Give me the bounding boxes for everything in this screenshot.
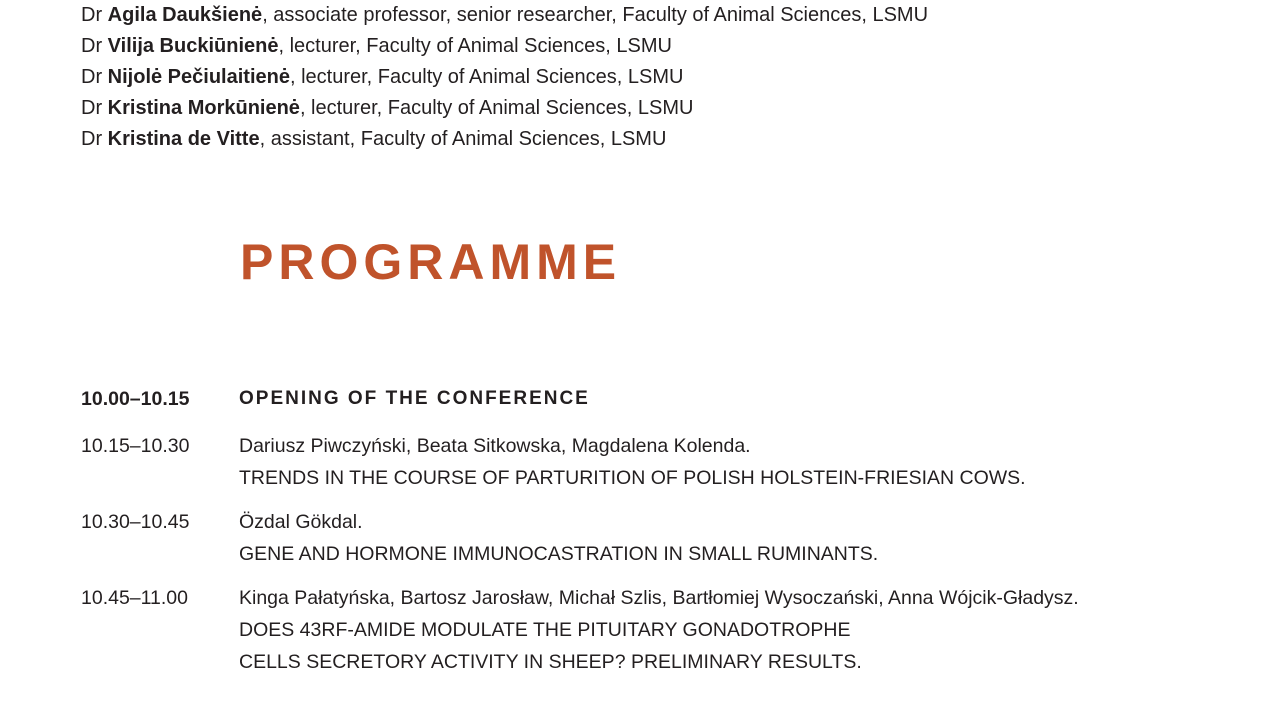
- talk-title: TRENDS IN THE COURSE OF PARTURITION OF POLISH HOLSTEIN-FRIESIAN COWS.: [239, 467, 1026, 489]
- schedule-row: [81, 430, 1241, 494]
- session-time: 10.45–11.00: [81, 587, 188, 609]
- member-name: Vilija Buckiūnienė: [107, 35, 279, 57]
- member-role: , lecturer, Faculty of Animal Sciences, LSMU: [299, 97, 694, 119]
- session-title: OPENING OF THE CONFERENCE: [239, 388, 590, 409]
- committee-list: [81, 0, 928, 155]
- member-role: , lecturer, Faculty of Animal Sciences, LSMU: [289, 66, 684, 88]
- session-time: 10.15–10.30: [81, 435, 190, 457]
- programme-schedule: [81, 384, 1241, 690]
- talk-authors: Özdal Gökdal.: [239, 511, 363, 533]
- committee-member: [81, 0, 928, 31]
- member-role: , lecturer, Faculty of Animal Sciences, LSMU: [278, 35, 672, 57]
- schedule-row: [81, 506, 1241, 570]
- member-name: Agila Daukšienė: [107, 4, 263, 26]
- programme-heading: PROGRAMME: [240, 234, 622, 290]
- member-name: Kristina de Vitte: [107, 128, 260, 150]
- schedule-row-opening: [81, 384, 1241, 414]
- talk-authors: Kinga Pałatyńska, Bartosz Jarosław, Michał Szlis, Bartłomiej Wysoczański, Anna Wójcik-Gładysz.: [239, 587, 1079, 609]
- session-time: 10.30–10.45: [81, 511, 190, 533]
- session-time: 10.00–10.15: [81, 387, 190, 410]
- member-prefix: Dr: [81, 4, 103, 26]
- talk-title: CELLS SECRETORY ACTIVITY IN SHEEP? PRELIMINARY RESULTS.: [239, 651, 862, 673]
- member-prefix: Dr: [81, 35, 103, 57]
- member-prefix: Dr: [81, 66, 103, 88]
- member-name: Kristina Morkūnienė: [107, 97, 300, 119]
- session-content: [239, 430, 1026, 494]
- member-prefix: Dr: [81, 97, 103, 119]
- committee-member: [81, 124, 928, 155]
- member-prefix: Dr: [81, 128, 103, 150]
- session-content: [239, 506, 878, 570]
- talk-title: DOES 43RF-AMIDE MODULATE THE PITUITARY GONADOTROPHE: [239, 619, 851, 641]
- member-role: , assistant, Faculty of Animal Sciences, LSMU: [259, 128, 667, 150]
- committee-member: [81, 62, 928, 93]
- session-content: [239, 582, 1079, 678]
- member-name: Nijolė Pečiulaitienė: [107, 66, 290, 88]
- talk-title: GENE AND HORMONE IMMUNOCASTRATION IN SMALL RUMINANTS.: [239, 543, 879, 565]
- committee-member: [81, 31, 928, 62]
- member-role: , associate professor, senior researcher, Faculty of Animal Sciences, LSMU: [262, 4, 929, 26]
- schedule-row: [81, 582, 1241, 678]
- committee-member: [81, 93, 928, 124]
- talk-authors: Dariusz Piwczyński, Beata Sitkowska, Magdalena Kolenda.: [239, 435, 751, 457]
